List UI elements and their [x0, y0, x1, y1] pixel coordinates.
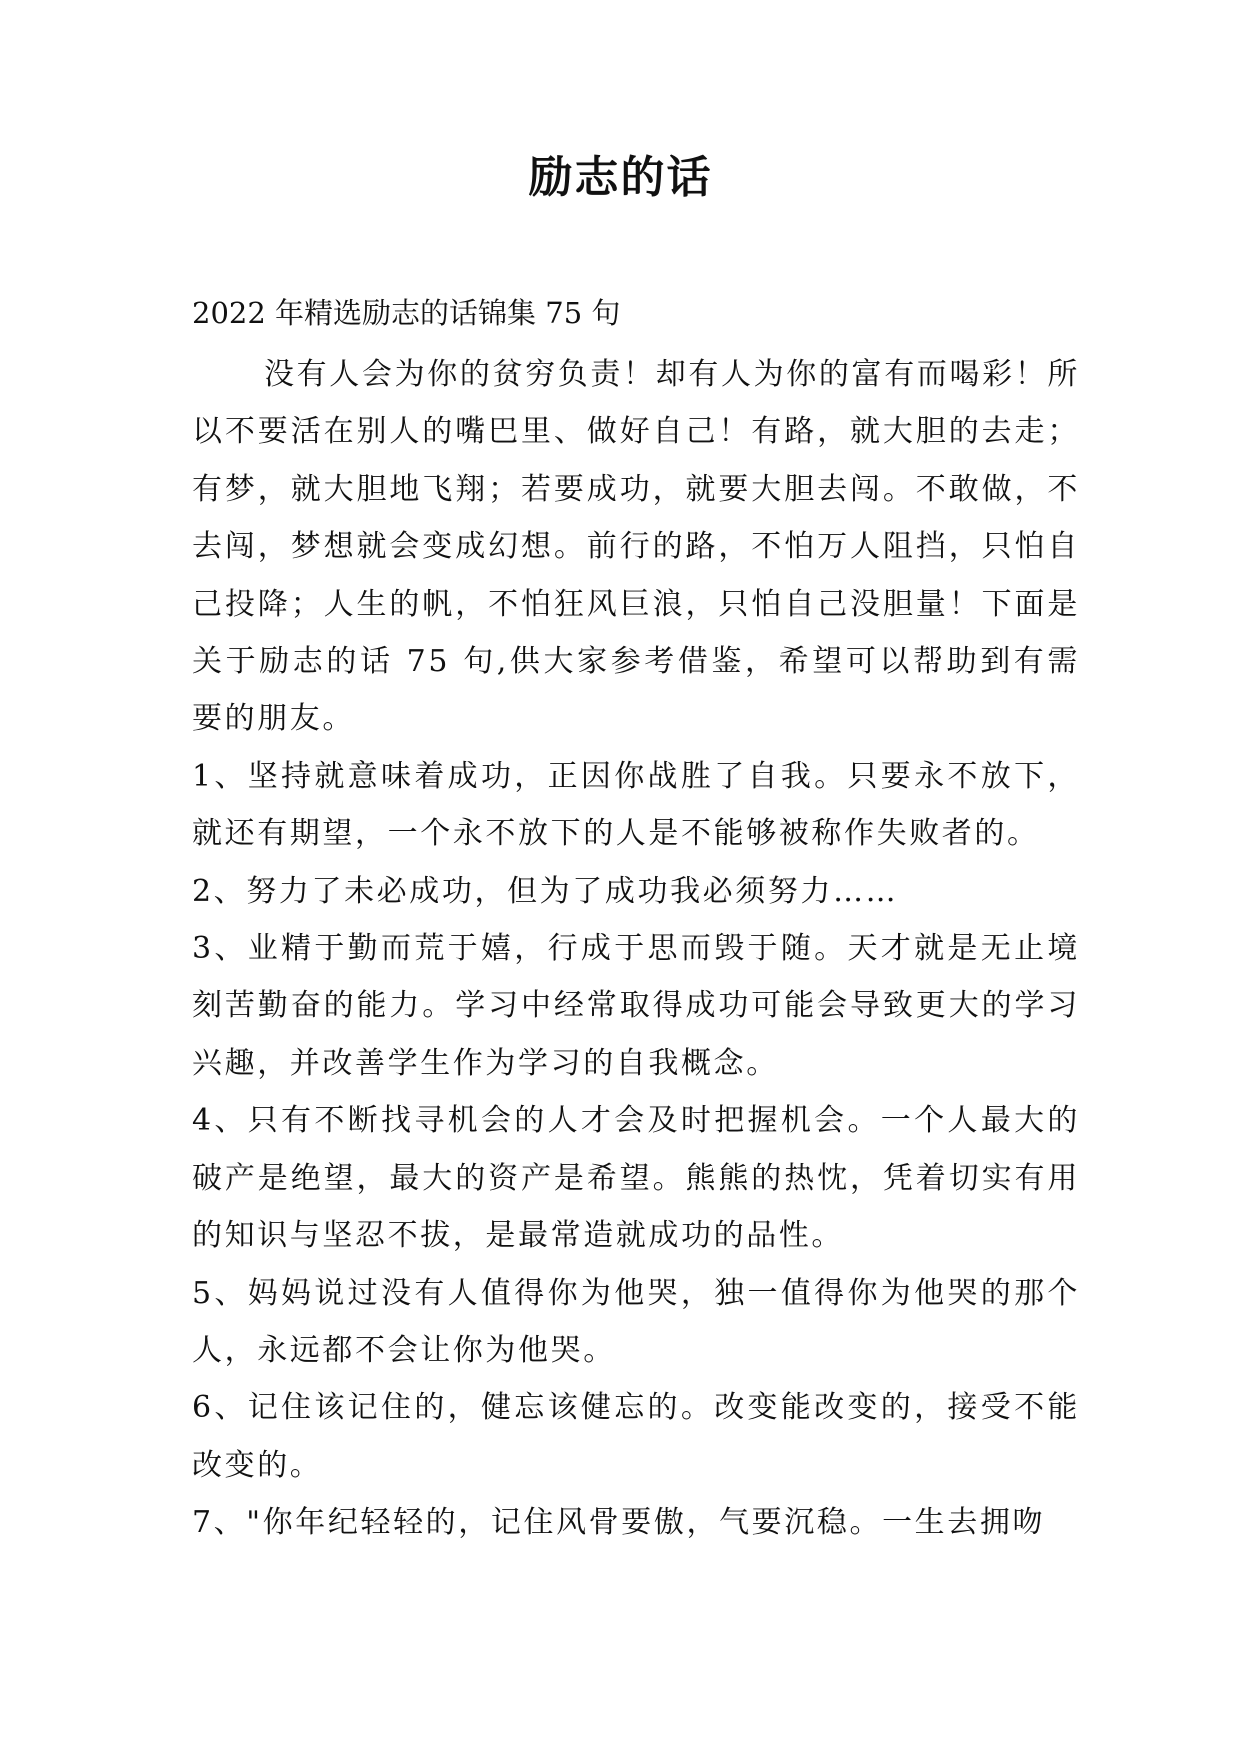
document-subtitle: 2022 年精选励志的话锦集 75 句: [192, 296, 621, 330]
document-body: [192, 346, 1080, 1552]
quote-item-6: 6、记住该记住的，健忘该健忘的。改变能改变的，接受不能改变的。: [192, 1390, 1080, 1483]
intro-paragraph: 没有人会为你的贫穷负责！却有人为你的富有而喝彩！所以不要活在别人的嘴巴里、做好自己！有路，就大胆的去走；有梦，就大胆地飞翔；若要成功，就要大胆去闯。不敢做，不去闯，梦想就会变成幻想。前行的路，不怕万人阻挡，只怕自己投降；人生的帆，不怕狂风巨浪，只怕自己没胆量！下面是关于励志的话 75 句,供大家参考借鉴，希望可以帮助到有需要的朋友。: [192, 357, 1080, 737]
quote-item-3: 3、业精于勤而荒于嬉，行成于思而毁于随。天才就是无止境刻苦勤奋的能力。学习中经常取得成功可能会导致更大的学习兴趣，并改善学生作为学习的自我概念。: [192, 931, 1080, 1081]
quote-item-4: 4、只有不断找寻机会的人才会及时把握机会。一个人最大的破产是绝望，最大的资产是希望。熊熊的热忱，凭着切实有用的知识与坚忍不拔，是最常造就成功的品性。: [192, 1103, 1080, 1254]
quote-item-2: 2、努力了未必成功，但为了成功我必须努力……: [192, 873, 899, 909]
quote-item-7: 7、"你年纪轻轻的，记住风骨要傲，气要沉稳。一生去拥吻: [192, 1505, 1046, 1541]
quote-item-5: 5、妈妈说过没有人值得你为他哭，独一值得你为他哭的那个人，永远都不会让你为他哭。: [192, 1275, 1080, 1368]
quote-item-1: 1、坚持就意味着成功，正因你战胜了自我。只要永不放下，就还有期望，一个永不放下的人是不能够被称作失败者的。: [192, 758, 1080, 852]
document-title: 励志的话: [528, 152, 713, 203]
